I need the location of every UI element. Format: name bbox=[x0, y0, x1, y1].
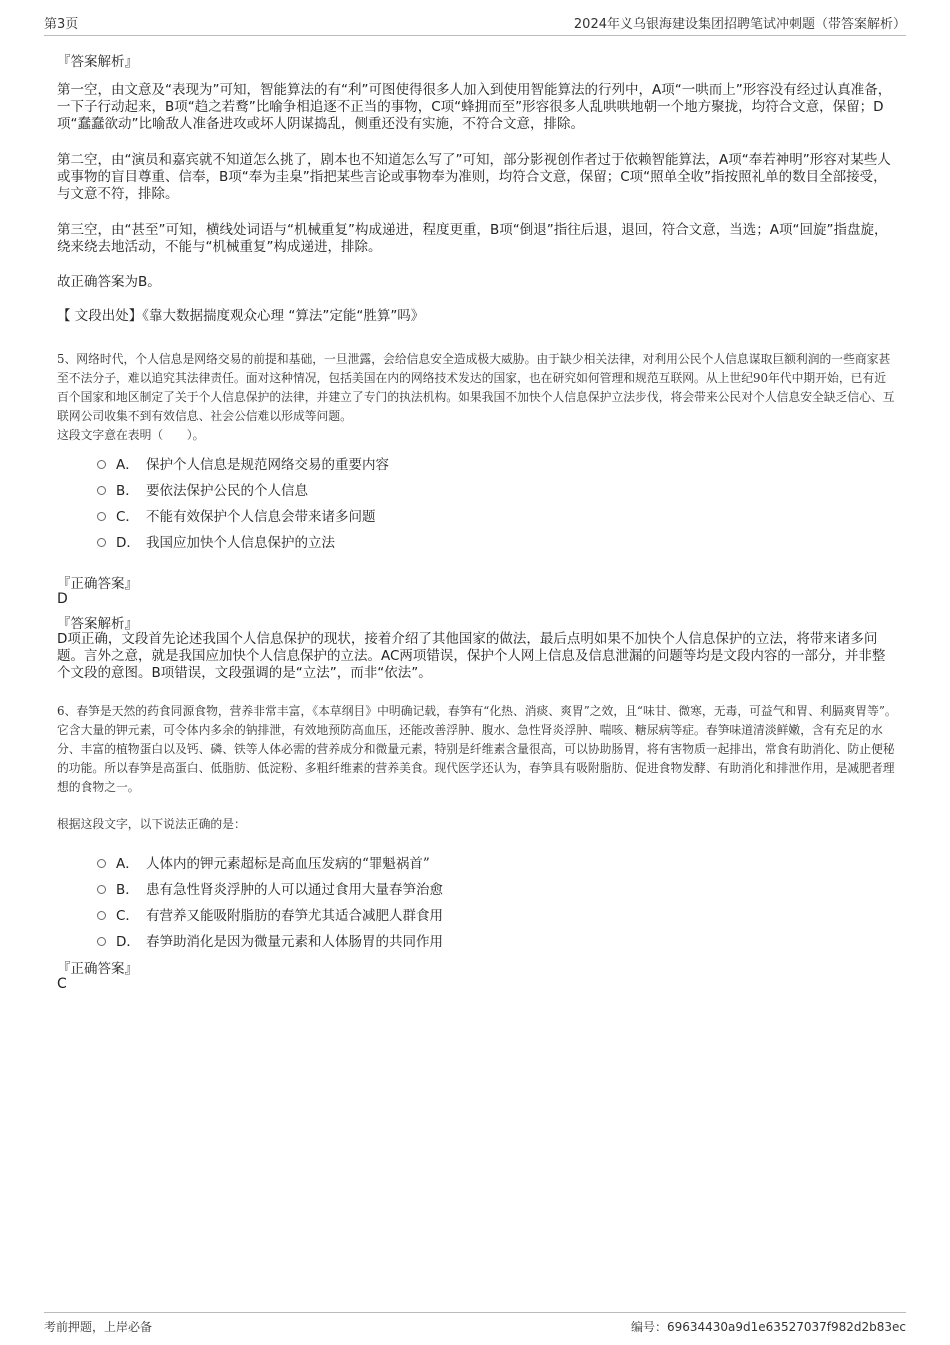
q4-conclusion: 故正确答案为B。 bbox=[57, 274, 161, 290]
q4-analysis-paragraph-3: 第三空，由“甚至”可知，横线处词语与“机械重复”构成递进，程度更重，B项“倒退”指往后退，退回，符合文意，当选；A项“回旋”指盘旋，绕来绕去地活动，不能与“机械重复”构成递进，排除。 bbox=[57, 222, 888, 255]
page-header bbox=[44, 12, 906, 36]
q5-question: 这段文字意在表明（ ）。 bbox=[57, 428, 205, 442]
q6-answer-label: 『正确答案』 bbox=[57, 961, 138, 977]
document-serial: 编号：69634430a9d1e63527037f982d2b83ec bbox=[630, 1320, 906, 1334]
option-text: 人体内的钾元素超标是高血压发病的“罪魁祸首” bbox=[146, 856, 430, 872]
q5-option-a[interactable]: A． 保护个人信息是规范网络交易的重要内容 bbox=[97, 453, 389, 473]
option-text: 春笋助消化是因为微量元素和人体肠胃的共同作用 bbox=[146, 934, 443, 950]
option-text: 有营养又能吸附脂肪的春笋尤其适合减肥人群食用 bbox=[146, 908, 443, 924]
radio-button-icon[interactable] bbox=[97, 859, 106, 868]
option-text: 保护个人信息是规范网络交易的重要内容 bbox=[146, 457, 389, 473]
option-text: 我国应加快个人信息保护的立法 bbox=[146, 535, 335, 551]
q4-analysis-paragraph-2: 第二空，由“演员和嘉宾就不知道怎么挑了，剧本也不知道怎么写了”可知，部分影视创作者过于依赖智能算法，A项“奉若神明”形容对某些人或事物的盲目尊重、信奉，B项“奉为圭臬”指把某些言论或事物奉为准则，均符合文意，保留；C项“照单全收”指按照礼单的数目全部接受，与文意不符，排除。 bbox=[57, 152, 891, 202]
q6-option-a[interactable]: A． 人体内的钾元素超标是高血压发病的“罪魁祸首” bbox=[97, 852, 430, 872]
radio-button-icon[interactable] bbox=[97, 937, 106, 946]
q5-option-d[interactable]: D． 我国应加快个人信息保护的立法 bbox=[97, 531, 335, 551]
q5-answer: D bbox=[57, 591, 68, 607]
option-text: 不能有效保护个人信息会带来诸多问题 bbox=[146, 509, 376, 525]
radio-button-icon[interactable] bbox=[97, 460, 106, 469]
radio-button-icon[interactable] bbox=[97, 885, 106, 894]
option-text: 要依法保护公民的个人信息 bbox=[146, 483, 308, 499]
q4-source: 【 文段出处】《靠大数据揣度观众心理 “算法”定能“胜算”吗》 bbox=[57, 308, 425, 324]
q5-stem: 5、网络时代，个人信息是网络交易的前提和基础，一旦泄露，会给信息安全造成极大威胁。由于缺少相关法律，对利用公民个人信息谋取巨额利润的一些商家甚至不法分子，难以追究其法律责任。面对这种情况，包括美国在内的网络技术发达的国家，也在研究如何管理和规范互联网。从上世纪90年代中期开始，已有近百个国家和地区制定了关于个人信息保护的法律，并建立了专门的执法机构。如果我国不加快个人信息保护立法步伐，将会带来公民对个人信息安全缺乏信心、互联网公司收集不到有效信息、社会公信难以形成等问题。 bbox=[57, 352, 895, 423]
q4-analysis-label: 『答案解析』 bbox=[57, 54, 138, 70]
radio-button-icon[interactable] bbox=[97, 486, 106, 495]
option-text: 患有急性肾炎浮肿的人可以通过食用大量春笋治愈 bbox=[146, 882, 443, 898]
q6-question: 根据这段文字，以下说法正确的是： bbox=[57, 817, 246, 831]
page-number: 第3页 bbox=[44, 17, 79, 32]
q6-answer: C bbox=[57, 976, 67, 992]
q6-option-d[interactable]: D． 春笋助消化是因为微量元素和人体肠胃的共同作用 bbox=[97, 930, 443, 950]
q5-analysis: D项正确，文段首先论述我国个人信息保护的现状，接着介绍了其他国家的做法，最后点明如果不加快个人信息保护的立法，将带来诸多问题。言外之意，就是我国应加快个人信息保护的立法。AC两项错误，保护个人网上信息及信息泄漏的问题等均是文段内容的一部分，并非整个文段的意图。B项错误，文段强调的是“立法”，而非“依法”。 bbox=[57, 631, 886, 681]
q6-option-b[interactable]: B． 患有急性肾炎浮肿的人可以通过食用大量春笋治愈 bbox=[97, 878, 443, 898]
radio-button-icon[interactable] bbox=[97, 538, 106, 547]
radio-button-icon[interactable] bbox=[97, 911, 106, 920]
q6-option-c[interactable]: C． 有营养又能吸附脂肪的春笋尤其适合减肥人群食用 bbox=[97, 904, 443, 924]
radio-button-icon[interactable] bbox=[97, 512, 106, 521]
q5-option-c[interactable]: C． 不能有效保护个人信息会带来诸多问题 bbox=[97, 505, 376, 525]
q5-analysis-label: 『答案解析』 bbox=[57, 616, 138, 632]
q4-analysis-paragraph-1: 第一空，由文意及“表现为”可知，智能算法的有“利”可图使得很多人加入到使用智能算法的行列中，A项“一哄而上”形容没有经过认真准备，一下子行动起来，B项“趋之若鹜”比喻争相追逐不正当的事物，C项“蜂拥而至”形容很多人乱哄哄地朝一个地方聚拢，均符合文意，保留；D项“蠢蠢欲动”比喻敌人准备进攻或坏人阴谋捣乱，侧重还没有实施，不符合文意，排除。 bbox=[57, 82, 892, 132]
q5-option-b[interactable]: B． 要依法保护公民的个人信息 bbox=[97, 479, 308, 499]
q6-stem: 6、春笋是天然的药食同源食物，营养非常丰富，《本草纲目》中明确记载，春笋有“化热、消痰、爽胃”之效，且“味甘、微寒，无毒，可益气和胃、利膈爽胃等”。它含大量的钾元素，可令体内多余的钠排泄，有效地预防高血压，还能改善浮肿、腹水、急性肾炎浮肿、喘咳、糖尿病等症。春笋味道清淡鲜嫩，含有充足的水分、丰富的植物蛋白以及钙、磷、铁等人体必需的营养成分和微量元素，特别是纤维素含量很高，可以协助肠胃，将有害物质一起排出，常食有助消化、防止便秘的功能。所以春笋是高蛋白、低脂肪、低淀粉、多粗纤维素的营养美食。现代医学还认为，春笋具有吸附脂肪、促进食物发酵、有助消化和排泄作用，是减肥者理想的食物之一。 bbox=[57, 704, 897, 794]
document-title: 2024年义乌银海建设集团招聘笔试冲刺题（带答案解析） bbox=[573, 17, 906, 32]
page-footer bbox=[44, 1312, 906, 1335]
footer-slogan: 考前押题，上岸必备 bbox=[44, 1320, 153, 1334]
q5-answer-label: 『正确答案』 bbox=[57, 576, 138, 592]
